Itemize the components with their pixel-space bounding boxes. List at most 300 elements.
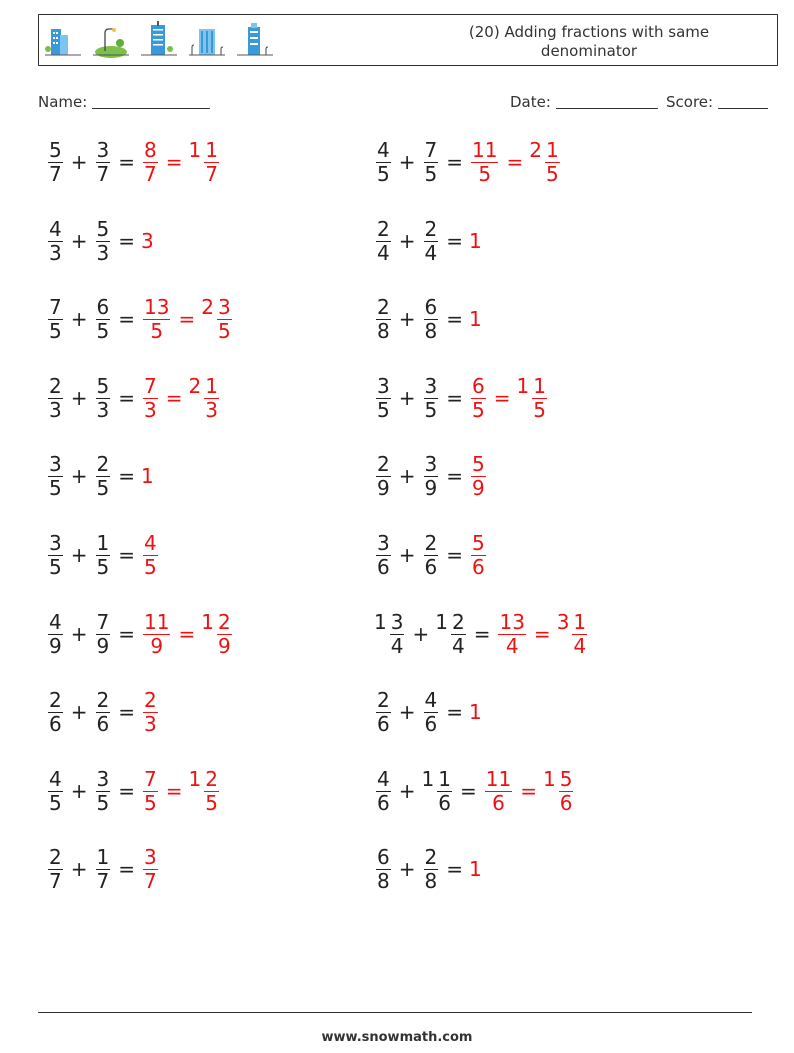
fraction bbox=[471, 139, 498, 186]
mixed-number bbox=[422, 531, 441, 579]
answer bbox=[141, 610, 234, 658]
fraction bbox=[48, 611, 63, 658]
denominator: 4 bbox=[573, 634, 587, 658]
equals-sign: = bbox=[446, 464, 463, 488]
denominator: 4 bbox=[377, 241, 390, 265]
problem-item bbox=[374, 763, 575, 819]
fraction bbox=[559, 768, 574, 815]
numerator: 7 bbox=[144, 767, 157, 791]
problem-item bbox=[46, 606, 234, 662]
mixed-number bbox=[46, 138, 65, 186]
score-blank[interactable] bbox=[718, 94, 768, 109]
numerator: 5 bbox=[96, 217, 110, 241]
fraction bbox=[376, 139, 391, 186]
mixed-number bbox=[374, 217, 393, 265]
numerator: 5 bbox=[472, 531, 485, 555]
tower-icon bbox=[139, 19, 179, 59]
office-icon bbox=[187, 19, 227, 59]
fraction bbox=[471, 375, 486, 422]
denominator: 3 bbox=[96, 398, 110, 422]
mixed-number bbox=[94, 531, 113, 579]
numerator: 7 bbox=[424, 138, 438, 162]
plus-sign: + bbox=[398, 150, 416, 174]
tree-lamp-icon bbox=[91, 19, 131, 59]
numerator: 2 bbox=[217, 610, 231, 634]
fraction bbox=[96, 139, 111, 186]
mixed-number bbox=[141, 464, 155, 488]
equals-sign: = bbox=[446, 543, 463, 567]
plus-sign: + bbox=[412, 622, 430, 646]
mixed-number bbox=[483, 767, 514, 815]
denominator: 3 bbox=[96, 241, 110, 265]
mixed-number bbox=[374, 295, 393, 343]
mixed-number bbox=[435, 610, 467, 658]
mixed-number bbox=[469, 229, 483, 253]
mixed-number bbox=[141, 531, 160, 579]
answer bbox=[469, 700, 483, 724]
fraction bbox=[96, 846, 111, 893]
fraction bbox=[424, 532, 439, 579]
fraction bbox=[376, 453, 391, 500]
mixed-number bbox=[469, 531, 488, 579]
answer bbox=[141, 138, 221, 186]
denominator: 4 bbox=[424, 241, 438, 265]
footer-divider bbox=[38, 1012, 752, 1013]
denominator: 5 bbox=[144, 791, 157, 815]
numerator: 2 bbox=[49, 374, 62, 398]
denominator: 8 bbox=[377, 869, 390, 893]
mixed-number bbox=[469, 138, 500, 186]
fraction bbox=[217, 611, 232, 658]
mixed-number bbox=[469, 700, 483, 724]
fraction bbox=[376, 296, 391, 343]
denominator: 5 bbox=[472, 398, 485, 422]
problem-item bbox=[374, 527, 488, 583]
fraction bbox=[451, 611, 466, 658]
fraction bbox=[143, 296, 170, 343]
numerator: 1 bbox=[573, 610, 587, 634]
fraction bbox=[424, 139, 439, 186]
buildings-icon bbox=[43, 19, 83, 59]
mixed-number bbox=[374, 767, 393, 815]
answer bbox=[469, 307, 483, 331]
name-label: Name: bbox=[38, 93, 88, 111]
denominator: 3 bbox=[205, 398, 218, 422]
numerator: 2 bbox=[424, 845, 438, 869]
plus-sign: + bbox=[398, 857, 416, 881]
denominator: 7 bbox=[144, 869, 157, 893]
problem-item bbox=[46, 370, 221, 426]
date-field[interactable] bbox=[510, 93, 658, 111]
denominator: 3 bbox=[49, 398, 62, 422]
numerator: 5 bbox=[96, 374, 110, 398]
problem-item bbox=[46, 213, 155, 269]
numerator: 8 bbox=[144, 138, 157, 162]
problem-item bbox=[46, 448, 155, 504]
mixed-number bbox=[189, 767, 221, 815]
answer bbox=[141, 464, 155, 488]
mixed-number bbox=[94, 845, 113, 893]
mixed-number bbox=[422, 138, 441, 186]
denominator: 9 bbox=[424, 476, 438, 500]
fraction bbox=[376, 846, 391, 893]
denominator: 4 bbox=[451, 634, 465, 658]
denominator: 7 bbox=[96, 869, 110, 893]
answer bbox=[469, 857, 483, 881]
equals-sign: = bbox=[178, 307, 196, 331]
answer bbox=[469, 229, 483, 253]
denominator: 5 bbox=[49, 791, 62, 815]
fraction bbox=[48, 375, 63, 422]
score-field[interactable] bbox=[666, 93, 768, 111]
fraction bbox=[390, 611, 405, 658]
answer bbox=[141, 688, 160, 736]
equals-sign: = bbox=[446, 386, 463, 410]
name-blank[interactable] bbox=[92, 94, 210, 109]
denominator: 7 bbox=[49, 162, 62, 186]
equals-sign: = bbox=[118, 229, 135, 253]
denominator: 3 bbox=[49, 241, 62, 265]
equals-sign: = bbox=[446, 229, 463, 253]
equals-sign: = bbox=[446, 857, 463, 881]
plus-sign: + bbox=[70, 543, 88, 567]
numerator: 3 bbox=[217, 295, 231, 319]
denominator: 6 bbox=[424, 712, 438, 736]
numerator: 4 bbox=[144, 531, 157, 555]
mixed-number bbox=[469, 452, 488, 500]
denominator: 6 bbox=[49, 712, 62, 736]
fraction bbox=[572, 611, 587, 658]
denominator: 8 bbox=[377, 319, 390, 343]
whole-part: 1 bbox=[435, 610, 448, 634]
equals-sign: = bbox=[118, 307, 135, 331]
problem-item bbox=[374, 291, 483, 347]
mixed-number bbox=[141, 767, 160, 815]
problem-item bbox=[374, 606, 589, 662]
problem-item bbox=[46, 841, 160, 897]
numerator: 2 bbox=[377, 688, 390, 712]
mixed-number bbox=[422, 374, 441, 422]
whole-part: 1 bbox=[421, 767, 435, 791]
mixed-number bbox=[374, 688, 393, 736]
mixed-number bbox=[141, 295, 172, 343]
denominator: 6 bbox=[377, 712, 390, 736]
answer bbox=[141, 845, 160, 893]
whole-part: 3 bbox=[556, 610, 570, 634]
mixed-number bbox=[374, 845, 393, 893]
mixed-number bbox=[422, 688, 441, 736]
numerator: 4 bbox=[49, 610, 62, 634]
plus-sign: + bbox=[70, 857, 88, 881]
denominator: 6 bbox=[96, 712, 110, 736]
mixed-number bbox=[46, 767, 65, 815]
numerator: 1 bbox=[533, 374, 546, 398]
mixed-number bbox=[141, 688, 160, 736]
numerator: 13 bbox=[499, 610, 525, 634]
whole-part: 1 bbox=[469, 229, 482, 253]
denominator: 5 bbox=[150, 319, 164, 343]
numerator: 1 bbox=[205, 374, 218, 398]
numerator: 1 bbox=[96, 531, 110, 555]
answer bbox=[141, 374, 221, 422]
whole-part: 2 bbox=[188, 374, 202, 398]
mixed-number bbox=[374, 610, 406, 658]
fraction bbox=[96, 453, 111, 500]
denominator: 5 bbox=[545, 162, 559, 186]
problem-item bbox=[374, 684, 483, 740]
name-field[interactable] bbox=[38, 93, 210, 111]
fraction bbox=[424, 375, 439, 422]
numerator: 4 bbox=[49, 767, 62, 791]
footer-url: www.snowmath.com bbox=[321, 1030, 473, 1045]
mixed-number bbox=[469, 374, 488, 422]
problem-item bbox=[374, 213, 483, 269]
mixed-number bbox=[422, 452, 441, 500]
fraction bbox=[471, 532, 486, 579]
plus-sign: + bbox=[398, 543, 416, 567]
fraction bbox=[204, 139, 219, 186]
problem-item bbox=[374, 370, 549, 426]
numerator: 1 bbox=[205, 138, 218, 162]
plus-sign: + bbox=[398, 386, 416, 410]
plus-sign: + bbox=[398, 307, 416, 331]
numerator: 3 bbox=[144, 845, 157, 869]
plus-sign: + bbox=[398, 464, 416, 488]
date-blank[interactable] bbox=[556, 94, 658, 109]
equals-sign: = bbox=[533, 622, 551, 646]
mixed-number bbox=[374, 138, 393, 186]
mixed-number bbox=[94, 610, 113, 658]
equals-sign: = bbox=[446, 700, 463, 724]
answer bbox=[141, 531, 160, 579]
numerator: 5 bbox=[49, 138, 62, 162]
denominator: 7 bbox=[96, 162, 110, 186]
plus-sign: + bbox=[70, 229, 88, 253]
denominator: 3 bbox=[144, 712, 157, 736]
answer bbox=[469, 374, 549, 422]
mixed-number bbox=[141, 138, 160, 186]
mixed-number bbox=[46, 374, 65, 422]
numerator: 2 bbox=[424, 531, 438, 555]
equals-sign: = bbox=[118, 464, 135, 488]
denominator: 5 bbox=[205, 791, 218, 815]
whole-part: 1 bbox=[201, 610, 214, 634]
mixed-number bbox=[557, 610, 589, 658]
equals-sign: = bbox=[118, 700, 135, 724]
fraction bbox=[48, 218, 63, 265]
plus-sign: + bbox=[70, 700, 88, 724]
mixed-number bbox=[46, 845, 65, 893]
problem-item bbox=[374, 841, 483, 897]
whole-part: 1 bbox=[469, 307, 482, 331]
equals-sign: = bbox=[165, 386, 183, 410]
equals-sign: = bbox=[118, 150, 135, 174]
numerator: 1 bbox=[438, 767, 451, 791]
fraction bbox=[143, 532, 158, 579]
numerator: 6 bbox=[377, 845, 390, 869]
fraction bbox=[48, 453, 63, 500]
denominator: 7 bbox=[49, 869, 62, 893]
plus-sign: + bbox=[70, 464, 88, 488]
worksheet-header bbox=[38, 14, 778, 66]
fraction bbox=[424, 453, 439, 500]
mixed-number bbox=[422, 767, 454, 815]
numerator: 13 bbox=[144, 295, 170, 319]
fraction bbox=[96, 768, 111, 815]
problem-item bbox=[46, 134, 221, 190]
equals-sign: = bbox=[165, 150, 183, 174]
denominator: 9 bbox=[377, 476, 390, 500]
numerator: 2 bbox=[96, 452, 110, 476]
denominator: 5 bbox=[424, 398, 438, 422]
numerator: 6 bbox=[472, 374, 485, 398]
mixed-number bbox=[94, 374, 113, 422]
numerator: 2 bbox=[49, 845, 62, 869]
whole-part: 1 bbox=[542, 767, 556, 791]
denominator: 5 bbox=[96, 319, 110, 343]
answer bbox=[469, 452, 488, 500]
mixed-number bbox=[469, 307, 483, 331]
numerator: 2 bbox=[49, 688, 62, 712]
answer bbox=[141, 767, 221, 815]
numerator: 2 bbox=[205, 767, 218, 791]
mixed-number bbox=[94, 217, 113, 265]
whole-part: 1 bbox=[188, 767, 202, 791]
plus-sign: + bbox=[70, 150, 88, 174]
denominator: 5 bbox=[96, 791, 110, 815]
mixed-number bbox=[517, 374, 549, 422]
mixed-number bbox=[422, 845, 441, 893]
problem-item bbox=[46, 684, 160, 740]
mixed-number bbox=[94, 295, 113, 343]
denominator: 9 bbox=[472, 476, 485, 500]
fraction bbox=[485, 768, 512, 815]
equals-sign: = bbox=[178, 622, 196, 646]
numerator: 6 bbox=[96, 295, 110, 319]
numerator: 7 bbox=[49, 295, 62, 319]
answer bbox=[141, 229, 155, 253]
denominator: 5 bbox=[478, 162, 492, 186]
problem-item bbox=[46, 527, 160, 583]
numerator: 7 bbox=[96, 610, 110, 634]
fraction bbox=[217, 296, 232, 343]
numerator: 11 bbox=[144, 610, 170, 634]
denominator: 4 bbox=[390, 634, 404, 658]
date-label: Date: bbox=[510, 93, 551, 111]
problem-item bbox=[374, 134, 562, 190]
fraction bbox=[424, 296, 439, 343]
denominator: 5 bbox=[533, 398, 546, 422]
numerator: 3 bbox=[49, 531, 62, 555]
equals-sign: = bbox=[446, 307, 463, 331]
numerator: 11 bbox=[485, 767, 512, 791]
equals-sign: = bbox=[118, 622, 135, 646]
denominator: 5 bbox=[49, 555, 62, 579]
mixed-number bbox=[422, 295, 441, 343]
whole-part: 1 bbox=[141, 464, 154, 488]
whole-part: 3 bbox=[141, 229, 154, 253]
denominator: 9 bbox=[217, 634, 231, 658]
whole-part: 1 bbox=[516, 374, 530, 398]
denominator: 5 bbox=[217, 319, 231, 343]
fraction bbox=[471, 453, 486, 500]
mixed-number bbox=[94, 452, 113, 500]
numerator: 4 bbox=[377, 767, 390, 791]
mixed-number bbox=[422, 217, 441, 265]
whole-part: 1 bbox=[374, 610, 387, 634]
numerator: 6 bbox=[424, 295, 438, 319]
fraction bbox=[424, 218, 439, 265]
plus-sign: + bbox=[70, 779, 88, 803]
numerator: 2 bbox=[144, 688, 157, 712]
fraction bbox=[376, 375, 391, 422]
numerator: 2 bbox=[377, 217, 390, 241]
fraction bbox=[96, 375, 111, 422]
equals-sign: = bbox=[118, 386, 135, 410]
mixed-number bbox=[374, 452, 393, 500]
fraction bbox=[48, 846, 63, 893]
equals-sign: = bbox=[493, 386, 511, 410]
fraction bbox=[204, 375, 219, 422]
mixed-number bbox=[46, 295, 65, 343]
equals-sign: = bbox=[473, 622, 491, 646]
numerator: 5 bbox=[472, 452, 485, 476]
fraction bbox=[532, 375, 547, 422]
mixed-number bbox=[543, 767, 575, 815]
denominator: 5 bbox=[96, 476, 110, 500]
mixed-number bbox=[496, 610, 527, 658]
fraction bbox=[48, 689, 63, 736]
numerator: 4 bbox=[49, 217, 62, 241]
fraction bbox=[143, 689, 158, 736]
numerator: 2 bbox=[377, 295, 390, 319]
equals-sign: = bbox=[446, 150, 463, 174]
whole-part: 2 bbox=[201, 295, 214, 319]
fraction bbox=[96, 689, 111, 736]
mixed-number bbox=[201, 610, 233, 658]
answer bbox=[496, 610, 589, 658]
score-label: Score: bbox=[666, 93, 714, 111]
denominator: 3 bbox=[144, 398, 157, 422]
answer bbox=[469, 531, 488, 579]
numerator: 1 bbox=[96, 845, 110, 869]
fraction bbox=[96, 611, 111, 658]
whole-part: 2 bbox=[529, 138, 542, 162]
numerator: 5 bbox=[559, 767, 573, 791]
fraction bbox=[376, 768, 391, 815]
numerator: 3 bbox=[377, 531, 390, 555]
mixed-number bbox=[94, 767, 113, 815]
numerator: 3 bbox=[377, 374, 390, 398]
whole-part: 1 bbox=[469, 857, 482, 881]
numerator: 3 bbox=[424, 374, 438, 398]
denominator: 6 bbox=[492, 791, 505, 815]
denominator: 6 bbox=[559, 791, 573, 815]
fraction bbox=[143, 139, 158, 186]
numerator: 2 bbox=[451, 610, 465, 634]
plus-sign: + bbox=[398, 779, 416, 803]
problem-item bbox=[374, 448, 488, 504]
mixed-number bbox=[374, 531, 393, 579]
fraction bbox=[424, 689, 439, 736]
equals-sign: = bbox=[520, 779, 537, 803]
denominator: 5 bbox=[96, 555, 110, 579]
plus-sign: + bbox=[70, 622, 88, 646]
denominator: 5 bbox=[49, 319, 62, 343]
numerator: 4 bbox=[424, 688, 438, 712]
denominator: 5 bbox=[377, 398, 390, 422]
denominator: 9 bbox=[150, 634, 164, 658]
